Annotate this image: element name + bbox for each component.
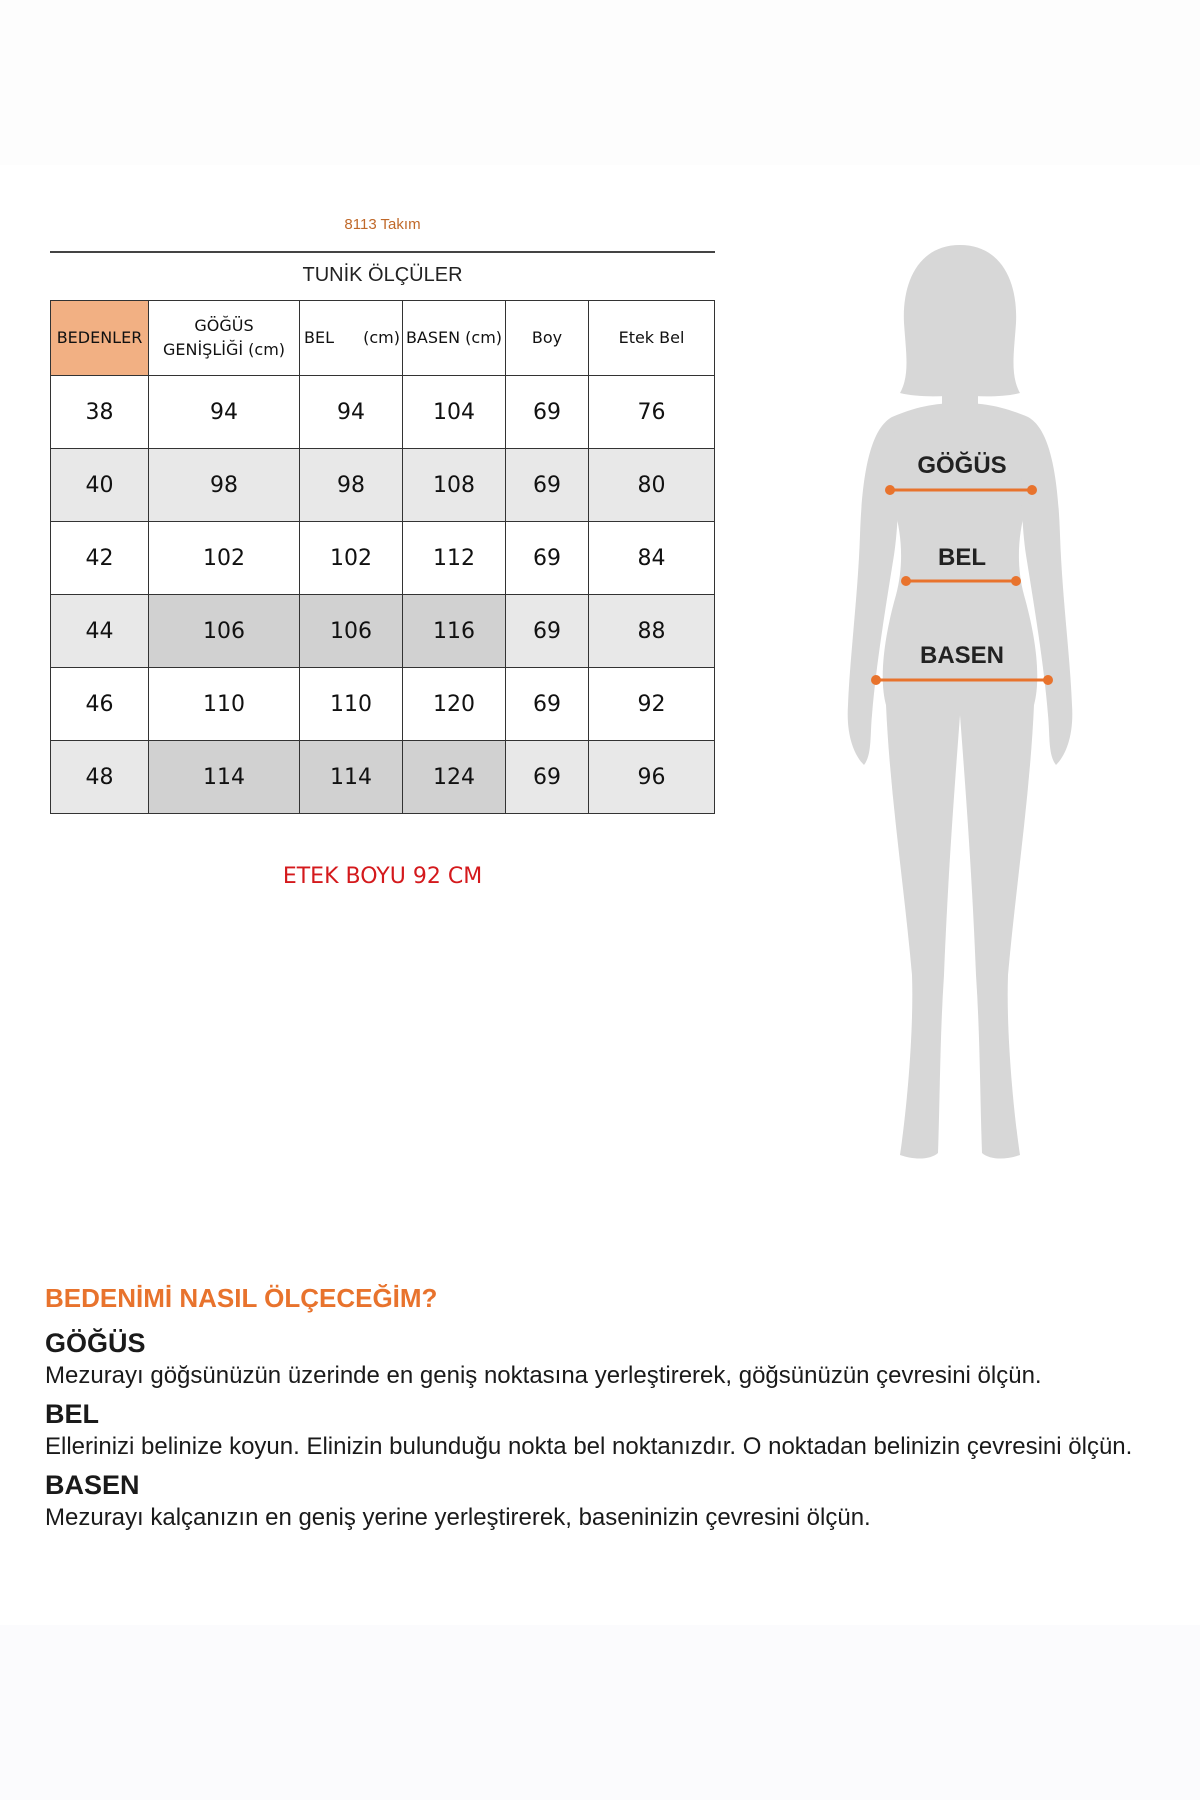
how-to-measure <box>45 1283 1165 1539</box>
table-row <box>51 522 715 595</box>
how-to-title: BEDENİMİ NASIL ÖLÇECEĞİM? <box>45 1283 438 1313</box>
cell-waist: 94 <box>300 376 403 449</box>
cell-skirt-waist: 88 <box>589 595 715 668</box>
cell-skirt-waist: 84 <box>589 522 715 595</box>
header-chest-line1: GÖĞÜS <box>194 316 254 335</box>
cell-length: 69 <box>506 522 589 595</box>
chest-measure-dot-left <box>887 487 894 494</box>
cell-chest: 110 <box>149 668 300 741</box>
header-sizes: BEDENLER <box>51 301 149 376</box>
figure-label-hip: BASEN <box>919 642 1005 669</box>
hip-measure-dot-left <box>873 677 880 684</box>
hip-heading: BASEN <box>45 1470 140 1500</box>
cell-chest: 114 <box>149 741 300 814</box>
cell-hip: 116 <box>403 595 506 668</box>
header-length: Boy <box>506 301 589 376</box>
cell-chest: 98 <box>149 449 300 522</box>
cell-hip: 120 <box>403 668 506 741</box>
waist-heading: BEL <box>45 1399 99 1429</box>
table-row <box>51 376 715 449</box>
header-waist-label: BEL <box>304 328 334 347</box>
cell-length: 69 <box>506 376 589 449</box>
table-title: TUNİK ÖLÇÜLER <box>302 264 463 286</box>
header-hip: BASEN (cm) <box>403 301 506 376</box>
cell-chest: 102 <box>149 522 300 595</box>
cell-hip: 104 <box>403 376 506 449</box>
header-waist <box>300 301 403 376</box>
chest-heading: GÖĞÜS <box>45 1328 146 1358</box>
waist-instructions: Ellerinizi belinize koyun. Elinizin bulunduğu nokta bel noktanızdır. O noktadan belinizin çevresini ölçün. <box>45 1433 1133 1460</box>
cell-skirt-waist: 96 <box>589 741 715 814</box>
cell-waist: 98 <box>300 449 403 522</box>
cell-hip: 112 <box>403 522 506 595</box>
cell-waist: 102 <box>300 522 403 595</box>
table-row <box>51 449 715 522</box>
header-chest <box>149 301 300 376</box>
cell-waist: 110 <box>300 668 403 741</box>
cell-size: 42 <box>51 522 149 595</box>
cell-skirt-waist: 92 <box>589 668 715 741</box>
top-band <box>0 0 1200 165</box>
skirt-length-note: ETEK BOYU 92 CM <box>282 864 483 889</box>
table-row <box>51 741 715 814</box>
header-skirt-waist: Etek Bel <box>589 301 715 376</box>
waist-measure-dot-right <box>1013 578 1020 585</box>
table-header-row <box>51 301 715 376</box>
waist-measure-dot-left <box>903 578 910 585</box>
cell-skirt-waist: 80 <box>589 449 715 522</box>
cell-hip: 108 <box>403 449 506 522</box>
cell-length: 69 <box>506 668 589 741</box>
chest-instructions: Mezurayı göğsünüzün üzerinde en geniş noktasına yerleştirerek, göğsünüzün çevresini ölçün. <box>45 1362 1042 1389</box>
cell-size: 44 <box>51 595 149 668</box>
body-silhouette <box>820 235 1100 1185</box>
table-row <box>51 595 715 668</box>
cell-size: 40 <box>51 449 149 522</box>
title-divider <box>50 251 715 253</box>
size-table <box>50 300 715 814</box>
cell-length: 69 <box>506 741 589 814</box>
chest-measure-dot-right <box>1029 487 1036 494</box>
cell-chest: 94 <box>149 376 300 449</box>
cell-size: 38 <box>51 376 149 449</box>
header-chest-line2: GENİŞLİĞİ (cm) <box>162 340 286 359</box>
silhouette-shape <box>848 245 1073 1159</box>
cell-hip: 124 <box>403 741 506 814</box>
header-waist-unit: (cm) <box>363 328 400 347</box>
cell-skirt-waist: 76 <box>589 376 715 449</box>
cell-chest: 106 <box>149 595 300 668</box>
figure-label-chest: GÖĞÜS <box>917 452 1007 479</box>
hip-measure-dot-right <box>1045 677 1052 684</box>
cell-waist: 114 <box>300 741 403 814</box>
cell-length: 69 <box>506 449 589 522</box>
cell-length: 69 <box>506 595 589 668</box>
product-code: 8113 Takım <box>344 216 421 233</box>
cell-waist: 106 <box>300 595 403 668</box>
hip-instructions: Mezurayı kalçanızın en geniş yerine yerleştirerek, baseninizin çevresini ölçün. <box>45 1504 871 1531</box>
cell-size: 46 <box>51 668 149 741</box>
table-row <box>51 668 715 741</box>
cell-size: 48 <box>51 741 149 814</box>
figure-label-waist: BEL <box>938 544 986 571</box>
